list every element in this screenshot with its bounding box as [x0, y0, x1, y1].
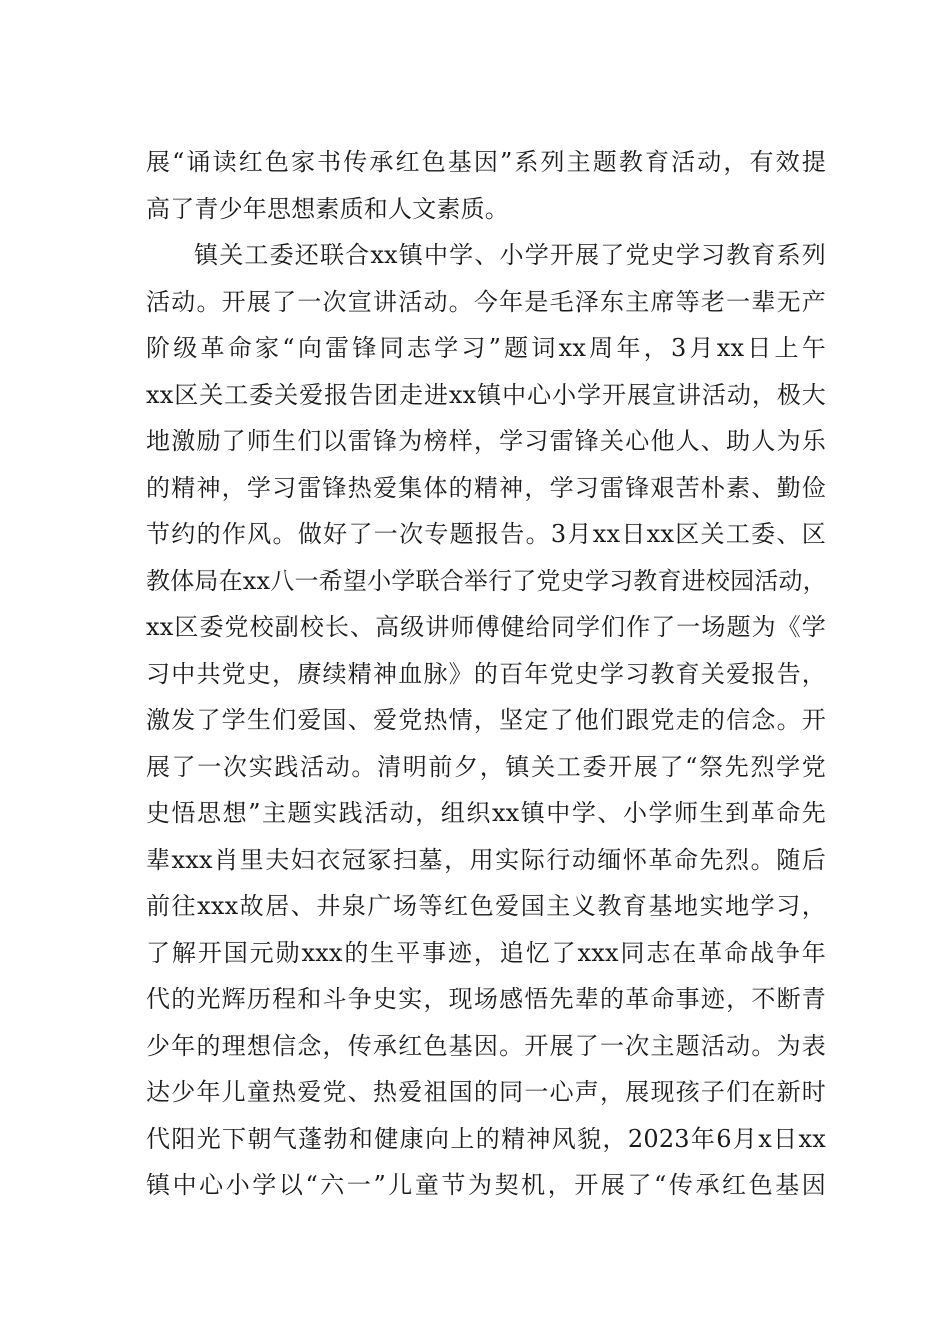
text-line: 地激励了师生们以雷锋为榜样，学习雷锋关心他人、助人为乐 — [146, 427, 826, 455]
text-line: 的精神，学习雷锋热爱集体的精神，学习雷锋艰苦朴素、勤俭 — [146, 474, 826, 502]
text-line: 习中共党史，赓续精神血脉》的百年党史学习教育关爱报告， — [146, 660, 826, 688]
text-line: 阶级革命家“向雷锋同志学习”题词xx周年，3月xx日上午 — [146, 334, 826, 362]
text-line: 节约的作风。做好了一次专题报告。3月xx日xx区关工委、区 — [146, 520, 826, 548]
text-line: 辈xxx肖里夫妇衣冠冢扫墓，用实际行动缅怀革命先烈。随后 — [146, 846, 826, 874]
text-line: 教体局在xx八一希望小学联合举行了党史学习教育进校园活动， — [146, 567, 827, 595]
text-line: 前往xxx故居、井泉广场等红色爱国主义教育基地实地学习， — [146, 892, 826, 920]
text-line: 代阳光下朝气蓬勃和健康向上的精神风貌，2023年6月x日xx — [146, 1125, 826, 1153]
text-line: xx区委党校副校长、高级讲师傅健给同学们作了一场题为《学 — [146, 613, 826, 641]
text-line: 激发了学生们爱国、爱党热情，坚定了他们跟党走的信念。开 — [146, 706, 826, 734]
text-line: 了解开国元勋xxx的生平事迹，追忆了xxx同志在革命战争年 — [146, 939, 826, 967]
text-line: 高了青少年思想素质和人文素质。 — [146, 195, 509, 223]
text-line: 展“诵读红色家书传承红色基因”系列主题教育活动，有效提 — [146, 148, 826, 176]
text-line: xx区关工委关爱报告团走进xx镇中心小学开展宣讲活动，极大 — [146, 381, 826, 409]
text-line: 达少年儿童热爱党、热爱祖国的同一心声，展现孩子们在新时 — [146, 1078, 826, 1106]
text-line-indented: 镇关工委还联合xx镇中学、小学开展了党史学习教育系列 — [194, 241, 826, 269]
text-line: 少年的理想信念，传承红色基因。开展了一次主题活动。为表 — [146, 1032, 826, 1060]
text-line: 代的光辉历程和斗争史实，现场感悟先辈的革命事迹，不断青 — [146, 985, 826, 1013]
text-line: 展了一次实践活动。清明前夕，镇关工委开展了“祭先烈学党 — [146, 753, 826, 781]
text-line: 活动。开展了一次宣讲活动。今年是毛泽东主席等老一辈无产 — [146, 288, 826, 316]
text-line: 镇中心小学以“六一”儿童节为契机，开展了“传承红色基因 — [146, 1171, 826, 1199]
text-line: 史悟思想”主题实践活动，组织xx镇中学、小学师生到革命先 — [146, 799, 826, 827]
